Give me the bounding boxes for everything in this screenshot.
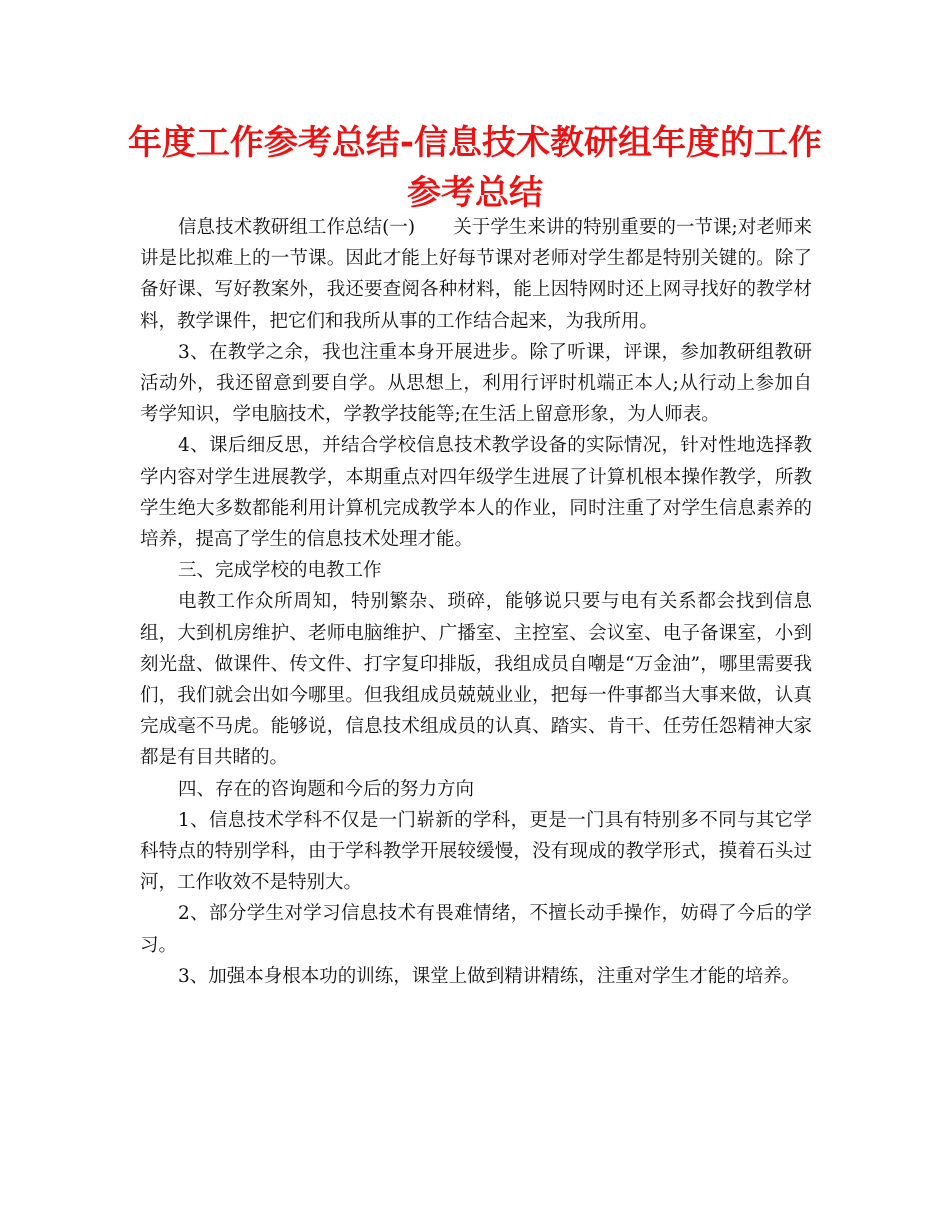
paragraph-problem-1: 1、信息技术学科不仅是一门崭新的学科，更是一门具有特别多不同与其它学科特点的特别学科，由于学科教学开展较缓慢，没有现成的教学形式，摸着石头过河，工作收效不是特别大。	[140, 809, 812, 894]
paragraph-problem-2: 2、部分学生对学习信息技术有畏难情绪，不擅长动手操作，妨碍了今后的学习。	[140, 903, 812, 956]
intro-label: 信息技术教研组工作总结(一)	[178, 217, 416, 238]
paragraph-av-work: 电教工作众所周知，特别繁杂、琐碎，能够说只要与电有关系都会找到信息组，大到机房维护、老师电脑维护、广播室、主控室、会议室、电子备课室，小到刻光盘、做课件、传文件、打字复印排版，我组成员自嘲是“万金油”，哪里需要我们，我们就会出如今哪里。但我组成员兢兢业业，把每一件事都当大事来做，认真完成毫不马虎。能够说，信息技术组成员的认真、踏实、肯干、任劳任怨精神大家都是有目共睹的。	[140, 591, 812, 769]
paragraph-reflection: 4、课后细反思，并结合学校信息技术教学设备的实际情况，针对性地选择教学内容对学生进展教学，本期重点对四年级学生进展了计算机根本操作教学，所教学生绝大多数都能利用计算机完成教学本人的作业，同时注重了对学生信息素养的培养，提高了学生的信息技术处理才能。	[140, 435, 812, 551]
document-title: 年度工作参考总结-信息技术教研组年度的工作参考总结	[127, 123, 823, 213]
paragraph-self-improvement: 3、在教学之余，我也注重本身开展进步。除了听课，评课，参加教研组教研活动外，我还留意到要自学。从思想上，利用行评时机端正本人;从行动上参加自考学知识，学电脑技术，学教学技能等;在生活上留意形象，为人师表。	[140, 341, 812, 426]
document-body	[140, 212, 812, 992]
intro-text: 关于学生来讲的特别重要的一节课;对老师来讲是比拟难上的一节课。因此才能上好每节课对老师对学生都是特别关键的。除了备好课、写好教案外，我还要查阅各种材料，能上因特网时还上网寻找好的教学材料，教学课件，把它们和我所从事的工作结合起来，为我所用。	[140, 217, 812, 332]
intro-paragraph	[140, 212, 812, 337]
section-heading-av-work: 三、完成学校的电教工作	[178, 560, 382, 582]
section-heading-problems: 四、存在的咨询题和今后的努力方向	[178, 778, 475, 800]
paragraph-problem-3: 3、加强本身根本功的训练，课堂上做到精讲精练，注重对学生才能的培养。	[178, 965, 801, 987]
